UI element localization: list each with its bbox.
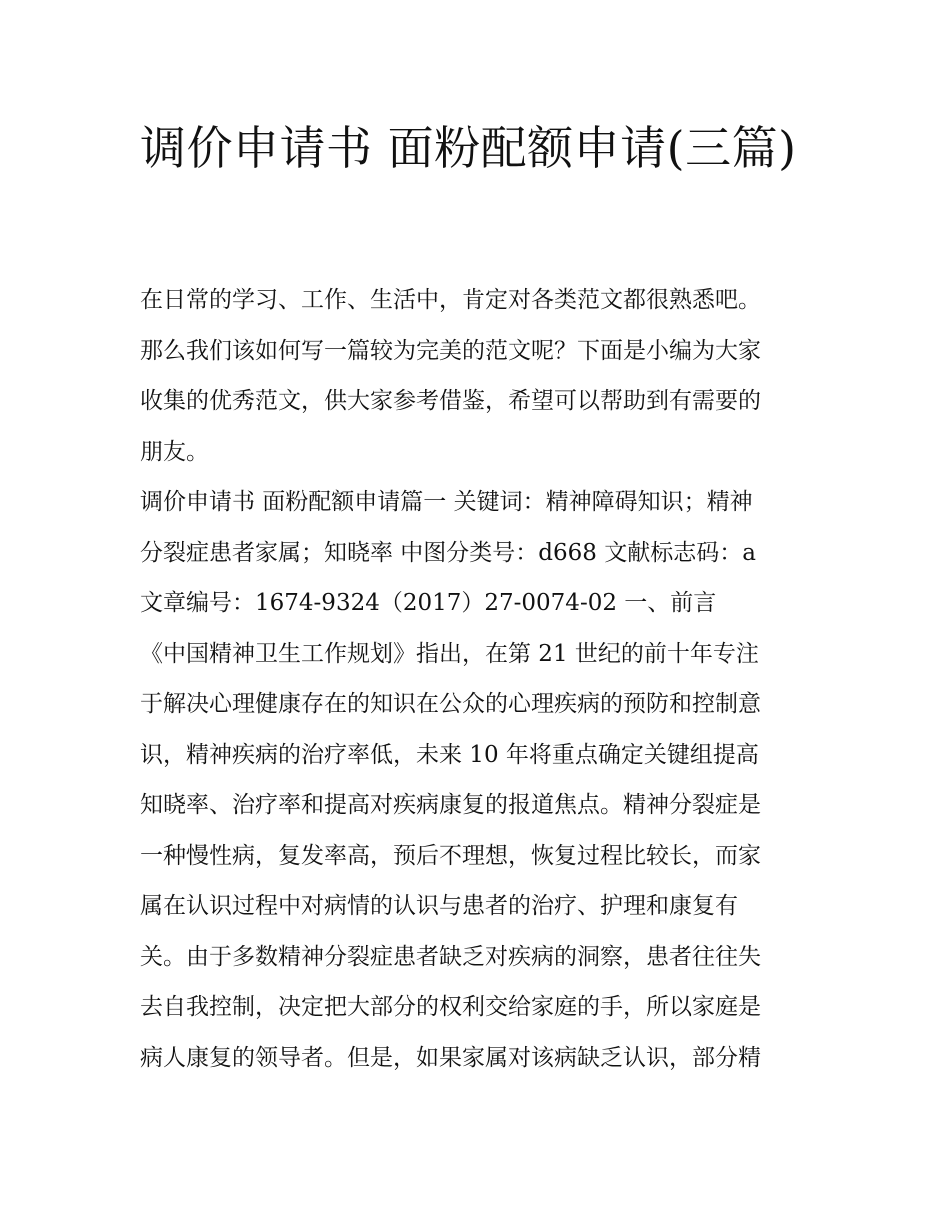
body-line: 病人康复的领导者。但是，如果家属对该病缺乏认识，部分精 [140, 1044, 761, 1071]
body-line: 一种慢性病，复发率高，预后不理想，恢复过程比较长，而家 [140, 842, 761, 869]
body-line: 知晓率、治疗率和提高对疾病康复的报道焦点。精神分裂症是 [140, 792, 761, 818]
body-line: 朋友。 [140, 438, 209, 465]
document-title: 调价申请书 面粉配额申请(三篇) [140, 121, 797, 175]
body-line: 去自我控制，决定把大部分的权利交给家庭的手，所以家庭是 [140, 994, 761, 1020]
body-line: 收集的优秀范文，供大家参考借鉴，希望可以帮助到有需要的 [140, 388, 761, 414]
body-line: 关。由于多数精神分裂症患者缺乏对疾病的洞察，患者往往失 [140, 943, 761, 970]
body-line: 在日常的学习、工作、生活中，肯定对各类范文都很熟悉吧。 [140, 287, 761, 313]
body-line: 识，精神疾病的治疗率低，未来 10 年将重点确定关键组提高 [140, 741, 759, 768]
body-line: 调价申请书 面粉配额申请篇一 关键词：精神障碍知识；精神 [140, 489, 753, 515]
document-page [140, 0, 820, 1229]
document-body [140, 275, 820, 1083]
body-line: 《中国精神卫生工作规划》指出，在第 21 世纪的前十年专注 [140, 640, 759, 667]
body-line: 文章编号：1674-9324（2017）27-0074-02 一、前言 [140, 590, 717, 616]
body-line: 于解决心理健康存在的知识在公众的心理疾病的预防和控制意 [140, 691, 761, 717]
body-line: 属在认识过程中对病情的认识与患者的治疗、护理和康复有 [140, 893, 738, 919]
body-line: 那么我们该如何写一篇较为完美的范文呢？下面是小编为大家 [140, 337, 761, 364]
body-line: 分裂症患者家属；知晓率 中图分类号：d668 文献标志码：a [140, 539, 756, 566]
